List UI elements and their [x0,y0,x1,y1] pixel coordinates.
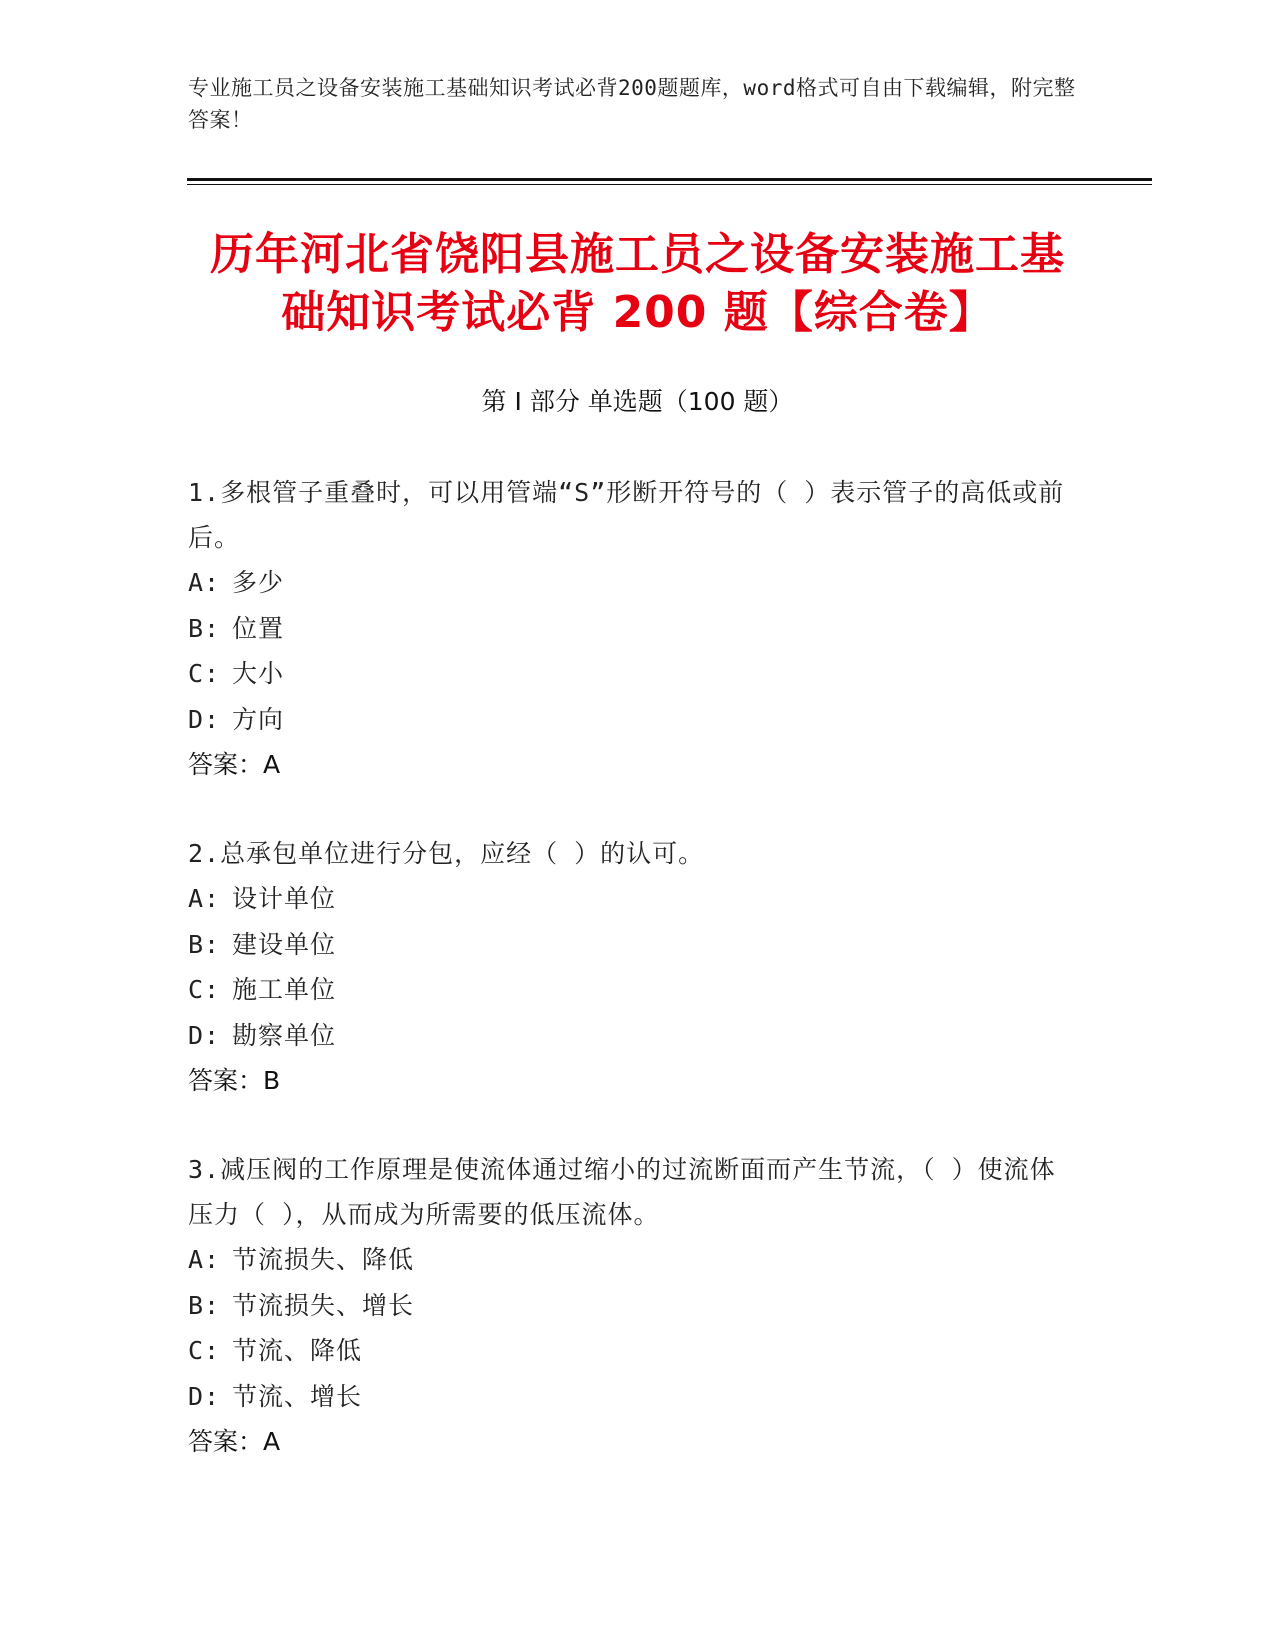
option-d [188,697,1068,743]
header-divider-thick [187,178,1152,181]
question-text: 1.多根管子重叠时，可以用管端“S”形断开符号的（ ）表示管子的高低或前后。 [188,478,1065,552]
question-list [188,470,1068,1508]
header-divider-thin [187,184,1152,185]
option-letter: D: [188,704,221,734]
option-letter: D: [188,1381,221,1411]
title-line-2: 础知识考试必背 200 题【综合卷】 [281,287,994,338]
answer-label: 答案：B [188,1066,281,1095]
option-a [188,1237,1068,1283]
option-text: 节流损失、降低 [232,1245,415,1274]
option-b [188,606,1068,652]
option-letter: A: [188,1245,221,1274]
option-letter: A: [188,884,221,913]
option-text: 设计单位 [232,884,337,913]
option-c [188,1328,1068,1374]
option-text: 施工单位 [232,975,337,1004]
option-text: 多少 [232,568,285,597]
option-letter: D: [188,1020,221,1050]
option-text: 节流、增长 [232,1381,363,1411]
option-text: 位置 [232,613,285,643]
option-text: 勘察单位 [232,1020,337,1050]
option-a [188,876,1068,922]
question-text: 3.减压阀的工作原理是使流体通过缩小的过流断面而产生节流，（ ）使流体压力（ ），从而成为所需要的低压流体。 [188,1155,1056,1229]
question-item [188,470,1068,787]
option-text: 节流损失、增长 [232,1290,415,1320]
header-note: 专业施工员之设备安装施工基础知识考试必背200题题库，word格式可自由下载编辑，附完整答案！ [188,76,1076,132]
document-title [150,226,1125,342]
option-letter: B: [188,1290,221,1320]
option-text: 节流、降低 [232,1336,363,1365]
option-b [188,1283,1068,1329]
option-d [188,1374,1068,1420]
option-letter: C: [188,975,221,1004]
option-text: 大小 [232,659,285,688]
option-text: 方向 [232,704,285,734]
option-a [188,560,1068,606]
option-b [188,922,1068,968]
title-line-1: 历年河北省饶阳县施工员之设备安装施工基 [210,229,1065,280]
option-d [188,1013,1068,1059]
option-c [188,967,1068,1013]
question-item [188,1147,1068,1464]
option-letter: A: [188,568,221,597]
answer-label: 答案：A [188,750,281,779]
option-letter: B: [188,929,221,959]
option-letter: C: [188,1336,221,1365]
question-text: 2.总承包单位进行分包，应经（ ）的认可。 [188,839,705,868]
answer-label: 答案：A [188,1427,281,1456]
question-item [188,831,1068,1103]
option-letter: B: [188,613,221,643]
option-text: 建设单位 [232,929,337,959]
section-heading: 第 I 部分 单选题（100 题） [481,387,794,416]
option-letter: C: [188,659,221,688]
option-c [188,651,1068,697]
